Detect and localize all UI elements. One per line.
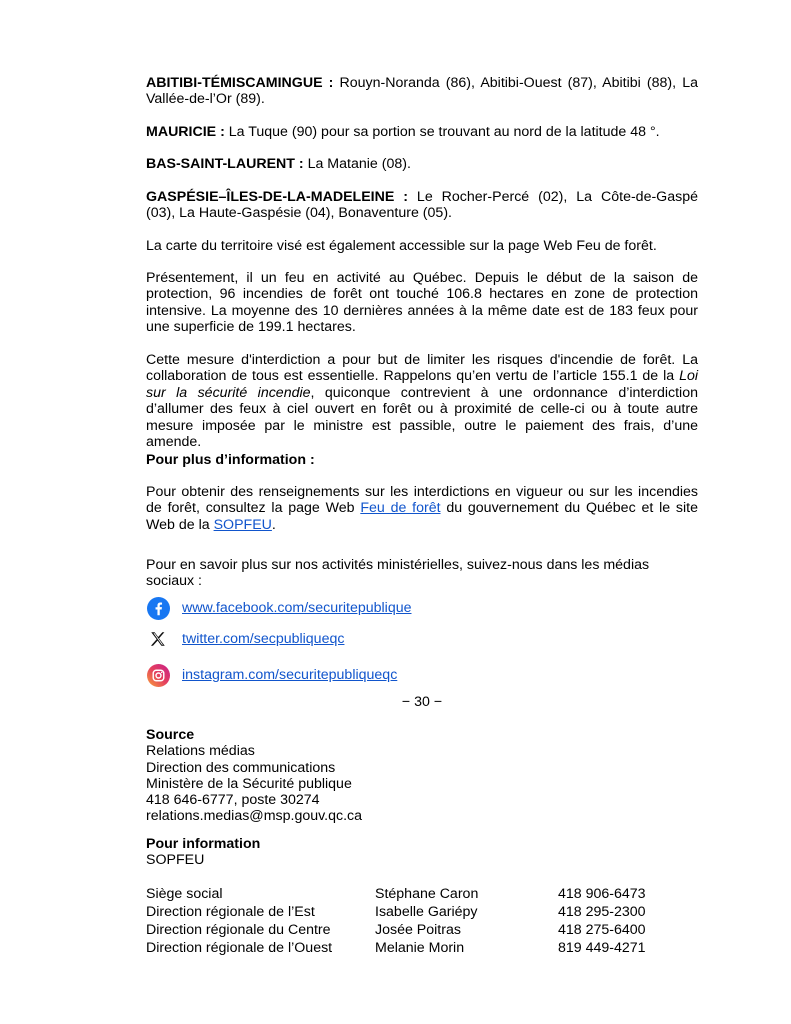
contact-phone: 418 295-2300 — [558, 904, 646, 920]
contact-person: Josée Poitras — [375, 922, 461, 938]
info-org: SOPFEU — [146, 852, 205, 869]
measure-paragraph: Cette mesure d'interdiction a pour but de limiter les risques d'incendie de forêt. La collaboration de tous est essentielle. Rappelons qu’en vertu de l’article 155.1 de la Loi sur la sécurité incendie, quiconque contrevient à une ordonnance d’interdiction d’allumer des feux à ciel ouvert en forêt ou à proximité de celle-ci ou à toute autre mesure imposée par le ministre est passible, outre le paiement des frais, d’une amende. — [146, 352, 698, 451]
x-twitter-icon[interactable] — [146, 627, 170, 651]
more-info-heading: Pour plus d’information : — [146, 452, 315, 468]
source-line: Relations médias — [146, 743, 255, 760]
sopfeu-link[interactable]: SOPFEU — [213, 516, 272, 533]
contact-person: Stéphane Caron — [375, 886, 479, 902]
map-paragraph: La carte du territoire visé est également accessible sur la page Web Feu de forêt. — [146, 238, 657, 254]
contact-phone: 819 449-4271 — [558, 940, 646, 956]
status-paragraph: Présentement, il un feu en activité au Québec. Depuis le début de la saison de protection, 96 incendies de forêt ont touché 106.8 hectares en zone de protection intensive. La moyenne des 10 dernières années à la même date est de 183 feux pour une superficie de 199.1 hectares. — [146, 270, 698, 336]
region-bas-saint-laurent: BAS-SAINT-LAURENT : La Matanie (08). — [146, 156, 411, 172]
source-block — [146, 727, 698, 825]
source-heading: Source — [146, 727, 195, 743]
facebook-link[interactable]: www.facebook.com/securitepublique — [182, 600, 412, 616]
source-email: relations.medias@msp.gouv.qc.ca — [146, 808, 363, 825]
social-twitter — [146, 626, 344, 652]
table-row — [146, 921, 678, 939]
facebook-icon[interactable] — [146, 596, 170, 620]
table-row — [146, 903, 678, 921]
region-gaspesie: GASPÉSIE–ÎLES-DE-LA-MADELEINE : Le Rocher-Percé (02), La Côte-de-Gaspé (03), La Haute-Gaspésie (04), Bonaventure (05). — [146, 189, 698, 222]
page-number: − 30 − — [401, 694, 443, 710]
source-line: Direction des communications — [146, 759, 336, 776]
more-info-paragraph: Pour obtenir des renseignements sur les interdictions en vigueur ou sur les incendies de forêt, consultez la page Web Feu de forêt du gouvernement du Québec et le site Web de la SOPFEU. — [146, 484, 698, 533]
instagram-icon[interactable] — [146, 663, 170, 687]
info-block — [146, 836, 698, 869]
social-instagram — [146, 662, 397, 688]
contact-office: Direction régionale de l’Est — [146, 904, 315, 920]
info-heading: Pour information — [146, 836, 261, 852]
table-row — [146, 885, 678, 903]
contact-phone: 418 906-6473 — [558, 886, 646, 902]
social-facebook — [146, 595, 412, 621]
feu-de-foret-link[interactable]: Feu de forêt — [360, 500, 441, 517]
instagram-link[interactable]: instagram.com/securitepubliqueqc — [182, 667, 398, 683]
region-mauricie: MAURICIE : La Tuque (90) pour sa portion se trouvant au nord de la latitude 48 °. — [146, 124, 660, 140]
contact-person: Melanie Morin — [375, 940, 465, 956]
source-line: Ministère de la Sécurité publique — [146, 775, 352, 792]
region-abitibi: ABITIBI-TÉMISCAMINGUE : Rouyn-Noranda (86), Abitibi-Ouest (87), Abitibi (88), La Vallée-de-l’Or (89). — [146, 75, 699, 108]
contact-office: Siège social — [146, 886, 223, 902]
table-row — [146, 939, 678, 957]
twitter-link[interactable]: twitter.com/secpubliqueqc — [182, 631, 345, 647]
contact-phone: 418 275-6400 — [558, 922, 646, 938]
source-phone: 418 646-6777, poste 30274 — [146, 792, 320, 809]
social-intro: Pour en savoir plus sur nos activités ministérielles, suivez-nous dans les médias sociaux : — [146, 557, 650, 590]
contact-office: Direction régionale de l’Ouest — [146, 940, 333, 956]
contact-office: Direction régionale du Centre — [146, 922, 331, 938]
contacts-table — [146, 885, 678, 957]
contact-person: Isabelle Gariépy — [375, 904, 478, 920]
